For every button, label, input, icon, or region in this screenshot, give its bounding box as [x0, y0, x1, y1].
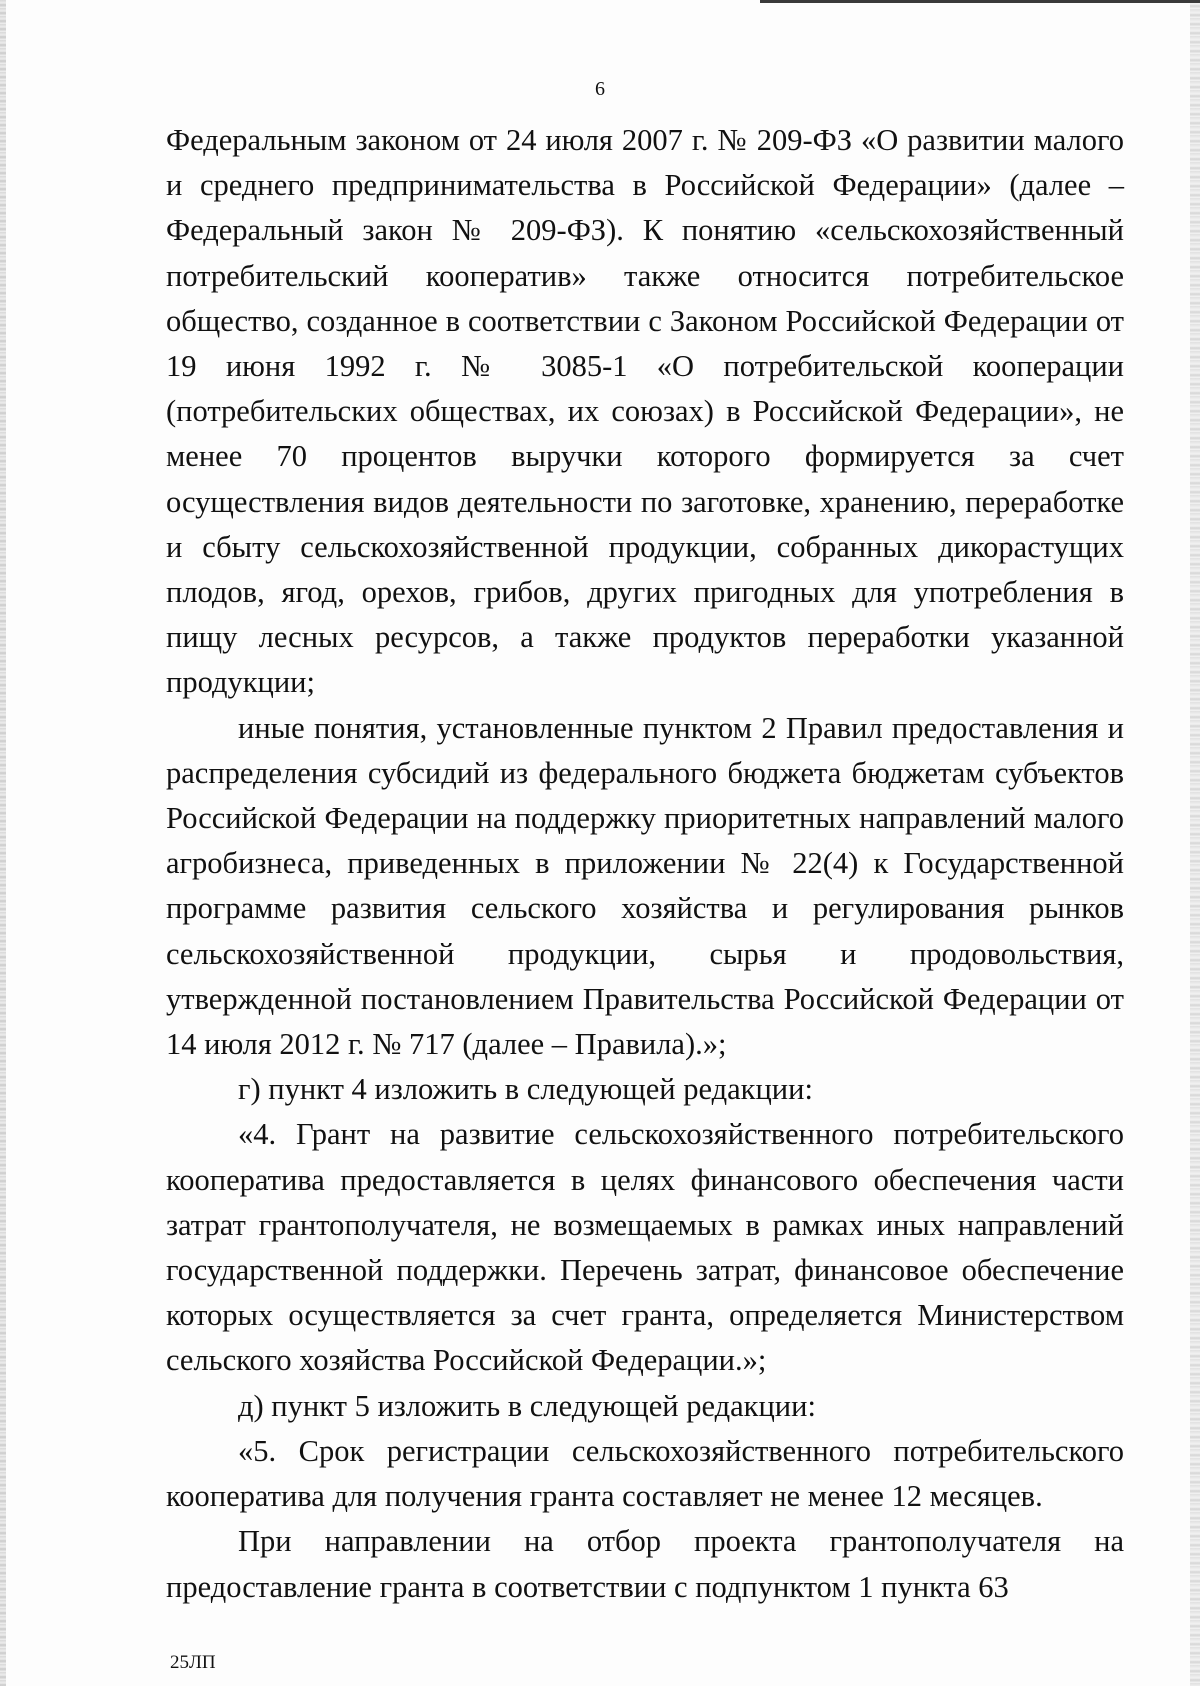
paragraph-point-5-text: «5. Срок регистрации сельскохозяйственного потребительского кооператива для получения гранта составляет не менее 12 месяцев.	[166, 1433, 1124, 1514]
paragraph-other-concepts: иные понятия, установленные пунктом 2 Правил предоставления и распределения субсидий из федерального бюджета бюджетам субъектов Российской Федерации на поддержку приоритетных направлений малого агробизнеса, приведенных в приложении № 22(4) к Государственной программе развития сельского хозяйства и регулирования рынков сельскохозяйственной продукции, сырья и продовольствия, утвержденной постановлением Правительства Российской Федерации от 14 июля 2012 г. № 717 (далее – Правила).»;	[166, 710, 1124, 1062]
paragraph-project-selection: При направлении на отбор проекта грантополучателя на предоставление гранта в соответствии с подпунктом 1 пункта 63	[166, 1524, 1124, 1604]
paragraph-amend-point-5: д) пункт 5 изложить в следующей редакции:	[238, 1388, 816, 1423]
footer-code: 25ЛП	[170, 1652, 216, 1673]
page-number: 6	[595, 78, 605, 100]
paragraph-point-4-text: «4. Грант на развитие сельскохозяйственного потребительского кооператива предоставляется в целях финансового обеспечения части затрат грантополучателя, не возмещаемых в рамках иных направлений государственной поддержки. Перечень затрат, финансовое обеспечение которых осуществляется за счет гранта, определяется Министерством сельского хозяйства Российской Федерации.»;	[166, 1117, 1124, 1378]
document-body	[166, 118, 1124, 1610]
scan-edge-top	[760, 0, 1200, 3]
paragraph-amend-point-4: г) пункт 4 изложить в следующей редакции:	[238, 1072, 813, 1107]
scan-edge-left	[0, 0, 6, 1686]
paragraph-definition-continued: Федеральным законом от 24 июля 2007 г. № 209-ФЗ «О развитии малого и среднего предпринимательства в Российской Федерации» (далее – Федеральный закон № 209-ФЗ). К понятию «сельскохозяйственный потребительский кооператив» также относится потребительское общество, созданное в соответствии с Законом Российской Федерации от 19 июня 1992 г. № 3085-1 «О потребительской кооперации (потребительских обществах, их союзах) в Российской Федерации», не менее 70 процентов выручки которого формируется за счет осуществления видов деятельности по заготовке, хранению, переработке и сбыту сельскохозяйственной продукции, собранных дикорастущих плодов, ягод, орехов, грибов, других пригодных для употребления в пищу лесных ресурсов, а также продуктов переработки указанной продукции;	[166, 123, 1124, 700]
scan-edge-right	[1190, 0, 1200, 1686]
